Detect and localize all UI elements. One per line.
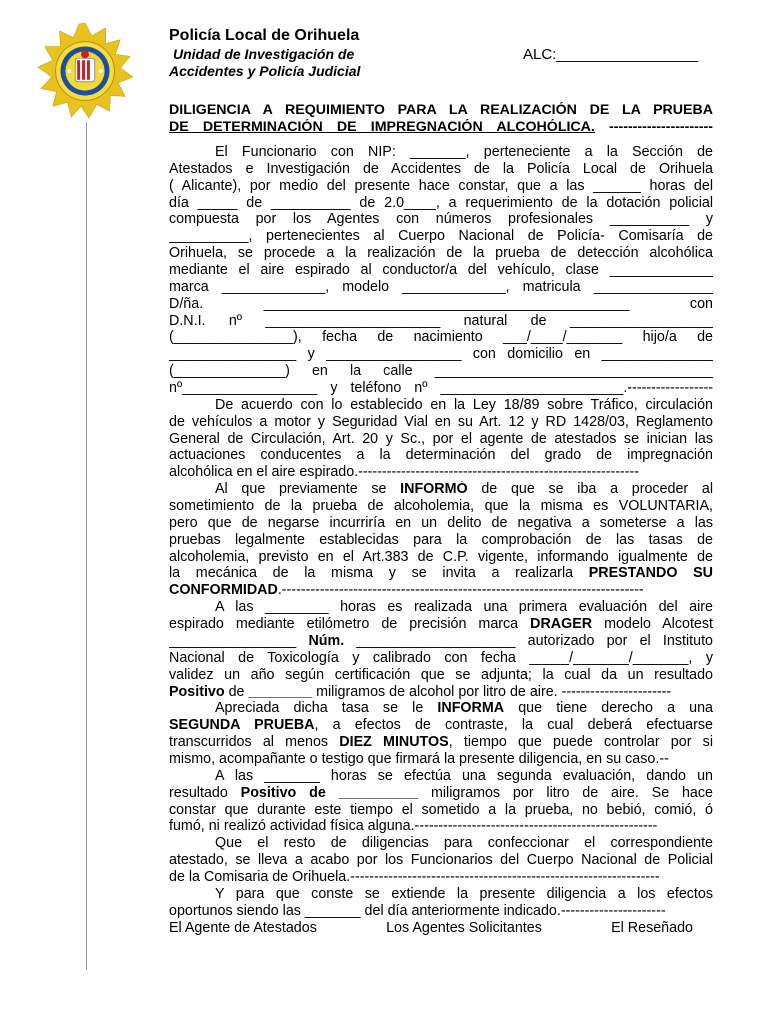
bold-blank: ________ — [248, 683, 313, 700]
signature-requesting-agents: Los Agentes Solicitantes — [386, 919, 542, 936]
text-fragment: transcurridos al menos — [169, 734, 340, 751]
bold-num: Núm. — [308, 632, 345, 649]
signature-agent: El Agente de Atestados — [169, 919, 317, 936]
body-line: mediante el aire espirado al conductor/a del vehículo, clase _____________ — [169, 262, 713, 279]
document-title — [169, 102, 713, 136]
unit-line-1: Unidad de Investigación de — [173, 46, 355, 62]
body-line — [169, 717, 713, 734]
body-line: Atestados e Investigación de Accidentes de la Policía Local de Orihuela — [169, 160, 713, 177]
body-line: D.N.I. nº ______________________ natural de __________________ — [169, 312, 713, 329]
body-line: actuaciones conducentes a la determinación del grado de impregnación — [169, 447, 713, 464]
text-fragment: de — [224, 683, 249, 700]
text-fragment: ____________________ autorizado por el Instituto — [344, 632, 713, 649]
body-line — [169, 700, 713, 717]
text-fragment: Apreciada dicha tasa se le — [215, 700, 438, 717]
text-fragment: resultado — [169, 784, 241, 801]
body-line — [169, 565, 713, 582]
body-line: pero que de negarse incurriría en un delito de negativa a someterse a las — [169, 514, 713, 531]
body-line: marca _____________, modelo _____________, matricula _______________ — [169, 278, 713, 295]
body-line: (_______________), fecha de nacimiento ___/____/_______ hijo/a de — [169, 329, 713, 346]
body-line: Que el resto de diligencias para confeccionar el correspondiente — [215, 835, 713, 852]
body-line: (______________) en la calle ___________________________________ — [169, 363, 713, 380]
org-name: Policía Local de Orihuela — [169, 27, 360, 44]
body-line — [169, 734, 713, 751]
title-line-2-dashes: ---------------------- — [594, 118, 713, 135]
bold-conformidad: CONFORMIDAD — [169, 582, 278, 599]
body-line — [169, 616, 713, 633]
text-fragment: ________________ — [169, 632, 309, 649]
body-line: fumó, ni realizó actividad física alguna.--------------------------------------------------- — [169, 818, 658, 835]
signature-line — [169, 920, 693, 937]
body-line: Y para que conste se extiende la presente diligencia a los efectos — [215, 885, 713, 902]
body-line: día _____ de __________ de 2.0____, a requerimiento de la dotación policial — [169, 194, 713, 211]
body-line — [169, 785, 713, 802]
text-fragment: que tiene derecho a una — [504, 700, 713, 717]
text-fragment: miligramos de alcohol por litro de aire. ----------------------- — [312, 683, 672, 700]
body-line — [169, 633, 713, 650]
body-line — [169, 481, 713, 498]
body-line: alcoholemia, previsto en el Art.383 de C.P. vigente, informando igualmente de — [169, 548, 713, 565]
body-line: constar que durante este tiempo el sometido a la prueba, no bebió, comió, ó — [169, 801, 713, 818]
text-fragment: espirado mediante etilómetro de precisión marca — [169, 616, 531, 633]
text-fragment: de que se iba a proceder al — [467, 481, 713, 498]
body-line: De acuerdo con lo establecido en la Ley 18/89 sobre Tráfico, circulación — [215, 396, 713, 413]
bold-diez-minutos: DIEZ MINUTOS — [339, 734, 449, 751]
text-fragment: Al que previamente se — [215, 481, 401, 498]
body-line: compuesta por los Agentes con números profesionales __________ y — [169, 211, 713, 228]
body-line: ( Alicante), por medio del presente hace constar, que a las ______ horas del — [169, 177, 713, 194]
body-line: __________, pertenecientes al Cuerpo Nacional de Policía- Comisaría de — [169, 228, 713, 245]
signature-subject: El Reseñado — [611, 919, 693, 936]
body-line: A las _______ horas se efectúa una segunda evaluación, dando un — [215, 767, 713, 784]
document-body — [169, 144, 713, 936]
bold-segunda-prueba: SEGUNDA PRUEBA — [169, 717, 315, 734]
body-line: de vehículos a motor y Seguridad Vial en su Art. 12 y RD 1428/03, Reglamento — [169, 413, 713, 430]
alc-field: ALC:_________________ — [523, 46, 699, 63]
text-fragment: .---------------------------------------------------------------------------- — [277, 582, 644, 599]
body-line: mismo, acompañante o testigo que firmará la presente diligencia, en su caso.-- — [169, 750, 669, 767]
title-line-2 — [169, 119, 713, 136]
body-line: oportunos siendo las _______ del día anteriormente indicado.---------------------- — [169, 902, 666, 919]
body-line: atestado, se lleva a acabo por los Funcionarios del Cuerpo Nacional de Policial — [169, 852, 713, 869]
body-line: de la Comisaria de Orihuela.----------------------------------------------------------------- — [169, 868, 660, 885]
unit-line-2: Accidentes y Policía Judicial — [169, 63, 361, 79]
text-fragment: la mecánica de la misma y se invita a realizarla — [169, 565, 589, 582]
body-line: validez un año según certificación que se adjunta; la cual da un resultado — [169, 666, 713, 683]
text-fragment: modelo Alcotest — [592, 616, 713, 633]
title-line-2-underlined: DE DETERMINACIÓN DE IMPREGNACIÓN ALCOHÓLICA. — [169, 118, 595, 135]
body-line — [169, 684, 713, 701]
body-line: El Funcionario con NIP: _______, perteneciente a la Sección de — [215, 144, 713, 160]
text-fragment: miligramos por litro de aire. Se hace — [418, 784, 713, 801]
bold-informo: INFORMÓ — [400, 481, 468, 498]
body-line — [169, 582, 713, 599]
body-line: pruebas legalmente establecidas para la comprobación de las tasas de — [169, 531, 713, 548]
police-badge-logo — [36, 22, 134, 120]
body-line: sometimiento de la prueba de alcoholemia, que la misma es VOLUNTARIA, — [169, 498, 713, 515]
body-line: D/ña. ______________________________________________ con — [169, 295, 713, 312]
body-line: alcohólica en el aire espirado.----------------------------------------------------------- — [169, 464, 640, 481]
margin-rule — [86, 122, 87, 970]
body-line: General de Circulación, Art. 20 y Sc., por el agente de atestados se inician las — [169, 430, 713, 447]
bold-informa: INFORMA — [437, 700, 505, 717]
text-fragment: , tiempo que puede controlar por si — [448, 734, 713, 751]
bold-prestando: PRESTANDO SU — [588, 565, 713, 582]
bold-positivo-2: Positivo de __________ — [240, 784, 419, 801]
body-line: A las ________ horas es realizada una primera evaluación del aire — [215, 599, 713, 616]
body-line: nº_________________ y teléfono nº _______________________.------------------ — [169, 380, 713, 397]
body-line: Orihuela, se procede a la realización de la prueba de detección alcohólica — [169, 245, 713, 262]
title-line-1: DILIGENCIA A REQUIMIENTO PARA LA REALIZACIÓN DE LA PRUEBA — [169, 102, 713, 118]
bold-drager: DRAGER — [530, 616, 593, 633]
text-fragment: , a efectos de contraste, la cual deberá efectuarse — [314, 717, 713, 734]
body-line: Nacional de Toxicología y calibrado con fecha _____/_______/_______, y — [169, 649, 713, 666]
body-line: ________________ y _________________ con domicilio en ______________ — [169, 346, 713, 363]
bold-positivo: Positivo — [169, 683, 225, 700]
